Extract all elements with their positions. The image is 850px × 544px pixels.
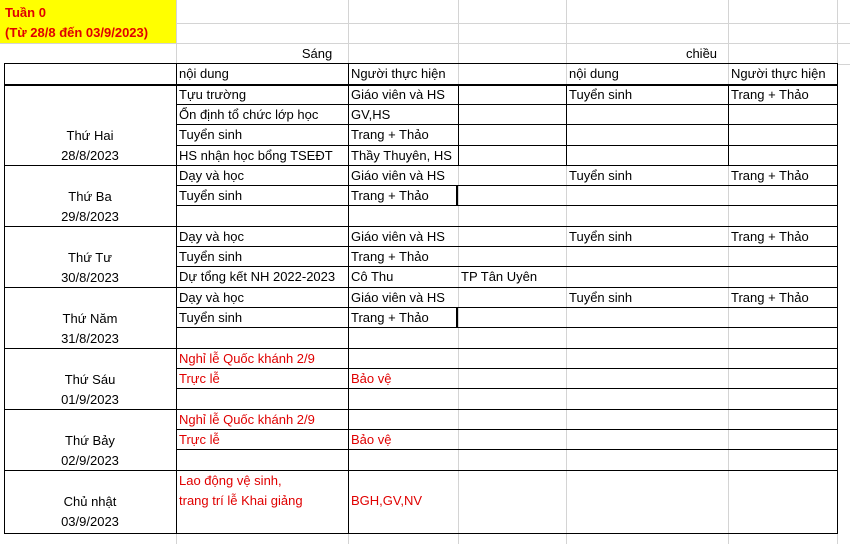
row-performer-holiday[interactable]: Bảo vệ (351, 371, 392, 386)
week-range: (Từ 28/8 đến 03/9/2023) (5, 25, 149, 40)
day-date-thursday: 31/8/2023 (61, 331, 119, 346)
row-content[interactable]: Tuyển sinh (179, 188, 243, 203)
day-name-wednesday: Thứ Tư (68, 250, 112, 265)
day-date-monday: 28/8/2023 (61, 148, 119, 163)
row-content-holiday[interactable]: Trực lễ (179, 371, 220, 386)
morning-header: Sáng (301, 46, 333, 61)
row-content[interactable]: Dạy và học (179, 290, 245, 305)
row-content[interactable]: Ổn định tổ chức lớp học (179, 107, 319, 122)
row-performer[interactable]: Trang + Thảo (351, 188, 429, 203)
row-performer[interactable]: Giáo viên và HS (351, 229, 445, 244)
header-performer: Người thực hiện (351, 66, 446, 81)
row-pm-content[interactable]: Tuyển sinh (569, 168, 633, 183)
row-performer[interactable]: GV,HS (351, 107, 391, 122)
row-content-holiday[interactable]: Nghỉ lễ Quốc khánh 2/9 (179, 412, 315, 427)
day-name-tuesday: Thứ Ba (68, 189, 112, 204)
day-name-friday: Thứ Sáu (64, 372, 116, 387)
row-note[interactable]: TP Tân Uyên (461, 269, 538, 284)
row-performer[interactable]: Giáo viên và HS (351, 290, 445, 305)
row-performer[interactable]: Cô Thu (351, 269, 394, 284)
row-performer[interactable]: Trang + Thảo (351, 249, 429, 264)
row-content[interactable]: Tuyển sinh (179, 249, 243, 264)
day-date-wednesday: 30/8/2023 (61, 270, 119, 285)
week-title: Tuần 0 (5, 5, 46, 20)
row-pm-performer[interactable]: Trang + Thảo (731, 168, 809, 183)
day-name-monday: Thứ Hai (66, 128, 114, 143)
day-date-saturday: 02/9/2023 (61, 453, 119, 468)
row-performer[interactable]: Giáo viên và HS (351, 168, 445, 183)
row-content[interactable]: Dạy và học (179, 229, 245, 244)
afternoon-header: chiều (685, 46, 718, 61)
row-content-holiday[interactable]: Lao động vệ sinh, (179, 473, 282, 488)
row-content[interactable]: Dạy và học (179, 168, 245, 183)
day-name-saturday: Thứ Bảy (65, 433, 115, 448)
header-content-afternoon: nội dung (569, 66, 619, 81)
day-date-tuesday: 29/8/2023 (61, 209, 119, 224)
row-performer[interactable]: Giáo viên và HS (351, 87, 445, 102)
row-content-holiday-line2[interactable]: trang trí lễ Khai giảng (179, 493, 303, 508)
day-date-sunday: 03/9/2023 (61, 514, 119, 529)
row-pm-content[interactable]: Tuyển sinh (569, 87, 633, 102)
row-performer-holiday[interactable]: BGH,GV,NV (351, 493, 423, 508)
row-performer[interactable]: Trang + Thảo (351, 127, 429, 142)
header-performer-afternoon: Người thực hiện (731, 66, 826, 81)
row-content[interactable]: Tuyển sinh (179, 310, 243, 325)
row-pm-performer[interactable]: Trang + Thảo (731, 229, 809, 244)
row-content[interactable]: HS nhận học bổng TSEĐT (179, 148, 333, 163)
row-content-holiday[interactable]: Nghỉ lễ Quốc khánh 2/9 (179, 351, 315, 366)
row-pm-content[interactable]: Tuyển sinh (569, 229, 633, 244)
day-name-sunday: Chủ nhật (63, 494, 117, 509)
row-performer[interactable]: Thầy Thuyên, HS (351, 148, 452, 163)
day-name-thursday: Thứ Năm (62, 311, 118, 326)
row-pm-performer[interactable]: Trang + Thảo (731, 290, 809, 305)
row-content-holiday[interactable]: Trực lễ (179, 432, 220, 447)
row-content[interactable]: Tuyển sinh (179, 127, 243, 142)
row-pm-performer[interactable]: Trang + Thảo (731, 87, 809, 102)
row-pm-content[interactable]: Tuyển sinh (569, 290, 633, 305)
row-content[interactable]: Dự tổng kết NH 2022-2023 (179, 269, 336, 284)
row-content[interactable]: Tựu trường (179, 87, 247, 102)
header-content: nội dung (179, 66, 229, 81)
row-performer-holiday[interactable]: Bảo vệ (351, 432, 392, 447)
day-date-friday: 01/9/2023 (61, 392, 119, 407)
row-performer[interactable]: Trang + Thảo (351, 310, 429, 325)
